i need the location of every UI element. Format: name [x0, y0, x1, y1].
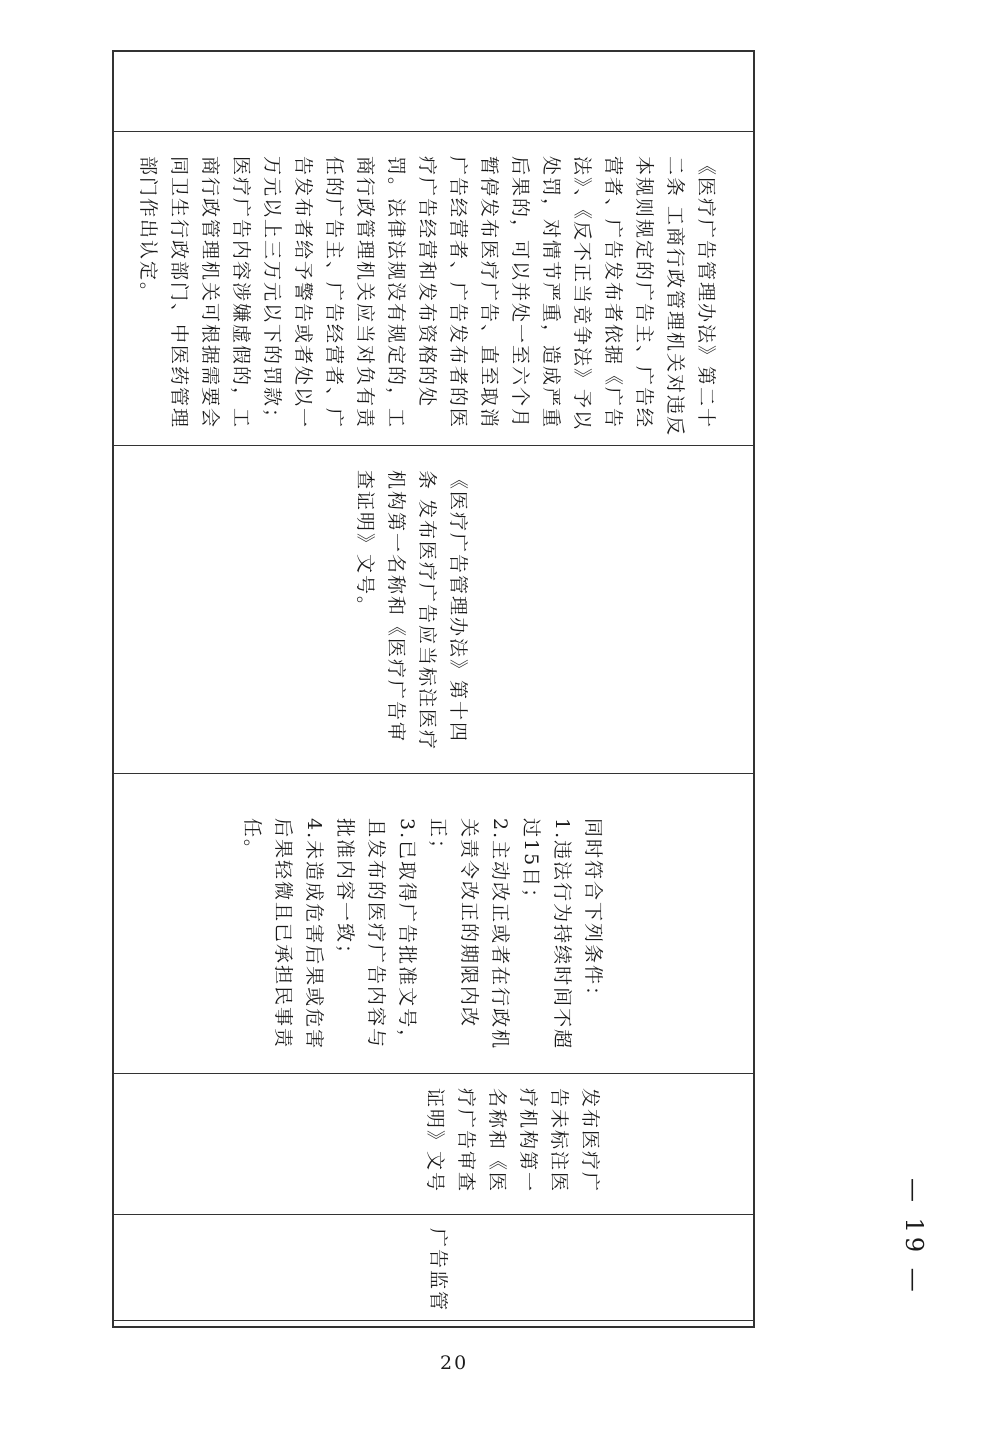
category-text: 广告监管 — [427, 1227, 449, 1312]
conditions-text: 同时符合下列条件： 1.违法行为持续时间不超过15日； 2.主动改正或者在行政机关责令改正的期限内改正； 3.已取得广告批准文号，且发布的医疗广告内容与批准内容一致； 4.未造成危害后果或危害后果轻微且已承担民事责任。 — [241, 818, 604, 1051]
cell-serial-number — [114, 1321, 753, 1326]
cell-empty — [114, 52, 753, 132]
cell-violation — [114, 1074, 753, 1215]
exemption-table — [112, 50, 755, 1328]
cell-legal-basis-provision — [114, 446, 753, 774]
legal-basis-punishment-text: 《医疗广告管理办法》第二十二条 工商行政管理机关对违反本规则规定的广告主、广告经营者、广告发布者依据《广告法》、《反不正当竞争法》予以处罚，对情节严重，造成严重后果的，可以并处一至六个月暂停发布医疗广告、直至取消广告经营者、广告发布者的医疗广告经营和发布资格的处罚。法律法规没有规定的，工商行政管理机关应当对负有责任的广告主、广告经营者、广告发布者给予警告或者处以一万元以上三万元以下的罚款；医疗广告内容涉嫌虚假的，工商行政管理机关可根据需要会同卫生行政部门、中医药管理部门作出认定。 — [137, 156, 717, 438]
legal-basis-provision-text: 《医疗广告管理办法》第十四条 发布医疗广告应当标注医疗机构第一名称和《医疗广告审查证明》文号。 — [354, 470, 469, 752]
cell-category — [114, 1215, 753, 1321]
cell-conditions — [114, 774, 753, 1074]
serial-number-text: 20 — [440, 1352, 469, 1374]
violation-text: 发布医疗广告未标注医疗机构第一名称和《医疗广告审查证明》文号 — [424, 1088, 601, 1194]
cell-legal-basis-punishment — [114, 132, 753, 446]
page-number: — 19 — — [900, 1178, 928, 1296]
